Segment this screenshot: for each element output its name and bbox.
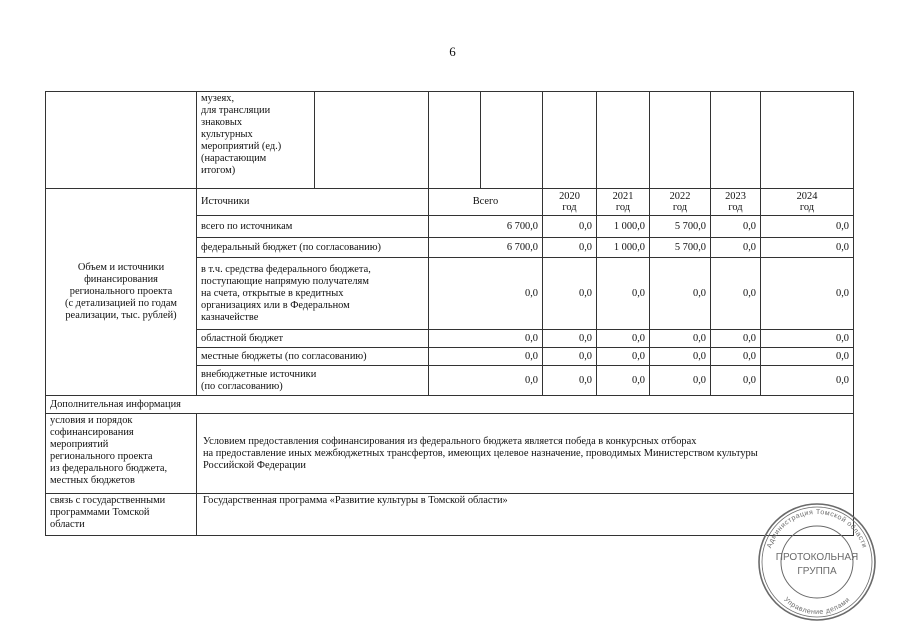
finance-value: 0,0: [711, 330, 761, 348]
finance-value: 0,0: [597, 366, 650, 396]
finance-value: 0,0: [711, 366, 761, 396]
year-header-2020: 2020 год: [543, 189, 597, 216]
empty-cell: [429, 92, 481, 189]
finance-row-total: 6 700,0: [429, 216, 543, 238]
finance-value: 0,0: [761, 258, 854, 330]
indicator-continuation-row: [46, 92, 854, 189]
empty-cell: [481, 92, 543, 189]
finance-row-label: всего по источникам: [197, 216, 429, 238]
finance-value: 0,0: [761, 330, 854, 348]
finance-value: 0,0: [711, 348, 761, 366]
empty-cell: [543, 92, 597, 189]
finance-value: 1 000,0: [597, 216, 650, 238]
finance-value: 0,0: [543, 238, 597, 258]
finance-row-label: областной бюджет: [197, 330, 429, 348]
empty-cell: [315, 92, 429, 189]
finance-value: 0,0: [650, 330, 711, 348]
stamp-ring-bottom: Управление делами: [782, 596, 852, 617]
finance-value: 0,0: [543, 216, 597, 238]
finance-value: 0,0: [650, 366, 711, 396]
finance-row-total: 0,0: [429, 258, 543, 330]
finance-value: 0,0: [650, 348, 711, 366]
sources-header: Источники: [197, 189, 429, 216]
cofinancing-label: условия и порядок софинансирования мероприятий регионального проекта из федерального бюджета, местных бюджетов: [46, 414, 197, 494]
finance-row-label: внебюджетные источники (по согласованию): [197, 366, 429, 396]
protocol-group-stamp: [753, 502, 881, 622]
finance-value: 0,0: [761, 348, 854, 366]
additional-info-heading: Дополнительная информация: [46, 396, 854, 414]
stamp-center-line-1: ПРОТОКОЛЬНАЯ: [775, 552, 859, 563]
finance-value: 0,0: [650, 258, 711, 330]
empty-cell: [761, 92, 854, 189]
year-header-2023: 2023 год: [711, 189, 761, 216]
empty-cell: [46, 92, 197, 189]
year-header-2024: 2024 год: [761, 189, 854, 216]
finance-row-label: федеральный бюджет (по согласованию): [197, 238, 429, 258]
finance-value: 1 000,0: [597, 238, 650, 258]
finance-value: 5 700,0: [650, 216, 711, 238]
empty-cell: [597, 92, 650, 189]
cofinancing-row: [46, 414, 854, 494]
finance-value: 0,0: [761, 216, 854, 238]
finance-value: 0,0: [711, 238, 761, 258]
finance-value: 0,0: [761, 238, 854, 258]
finance-row-total: 0,0: [429, 330, 543, 348]
stamp-center-line-2: ГРУППА: [797, 566, 837, 577]
year-header-2021: 2021 год: [597, 189, 650, 216]
finance-row-label: в т.ч. средства федерального бюджета, поступающие напрямую получателям на счета, открытые в кредитных организациях или в Федеральном казначействе: [197, 258, 429, 330]
svg-text:Администрация Томской области: [766, 509, 868, 549]
finance-row-total: 0,0: [429, 348, 543, 366]
finance-row-total: 6 700,0: [429, 238, 543, 258]
finance-row-total: 0,0: [429, 366, 543, 396]
finance-row-label: местные бюджеты (по согласованию): [197, 348, 429, 366]
empty-cell: [650, 92, 711, 189]
finance-value: 0,0: [761, 366, 854, 396]
page-number: 6: [449, 44, 456, 59]
finance-value: 0,0: [543, 330, 597, 348]
empty-cell: [711, 92, 761, 189]
finance-section-label: Объем и источники финансирования регионального проекта (с детализацией по годам реализации, тыс. рублей): [46, 189, 197, 396]
indicator-name-cell: музеях, для трансляции знаковых культурных мероприятий (ед.) (нарастающим итогом): [197, 92, 315, 189]
finance-header-row: [46, 189, 854, 216]
finance-value: 0,0: [711, 258, 761, 330]
programs-label: связь с государственными программами Томской области: [46, 494, 197, 536]
finance-value: 0,0: [543, 366, 597, 396]
finance-value: 0,0: [711, 216, 761, 238]
finance-value: 0,0: [543, 348, 597, 366]
finance-value: 5 700,0: [650, 238, 711, 258]
finance-value: 0,0: [597, 348, 650, 366]
cofinancing-text: Условием предоставления софинансирования из федерального бюджета является победа в конкурсных отборах на предоставление иных межбюджетных трансфертов, имеющих целевое назначение, проводимых Министерством культуры Российской Федерации: [197, 414, 854, 494]
programs-row: [46, 494, 854, 536]
year-header-2022: 2022 год: [650, 189, 711, 216]
stamp-ring-top: Администрация Томской области: [766, 508, 868, 550]
finance-value: 0,0: [597, 330, 650, 348]
svg-text:Управление делами: [782, 596, 851, 616]
additional-info-row: [46, 396, 854, 414]
finance-value: 0,0: [597, 258, 650, 330]
total-header: Всего: [429, 189, 543, 216]
programs-text: Государственная программа «Развитие культуры в Томской области»: [197, 494, 854, 536]
finance-value: 0,0: [543, 258, 597, 330]
project-table: [45, 91, 854, 536]
